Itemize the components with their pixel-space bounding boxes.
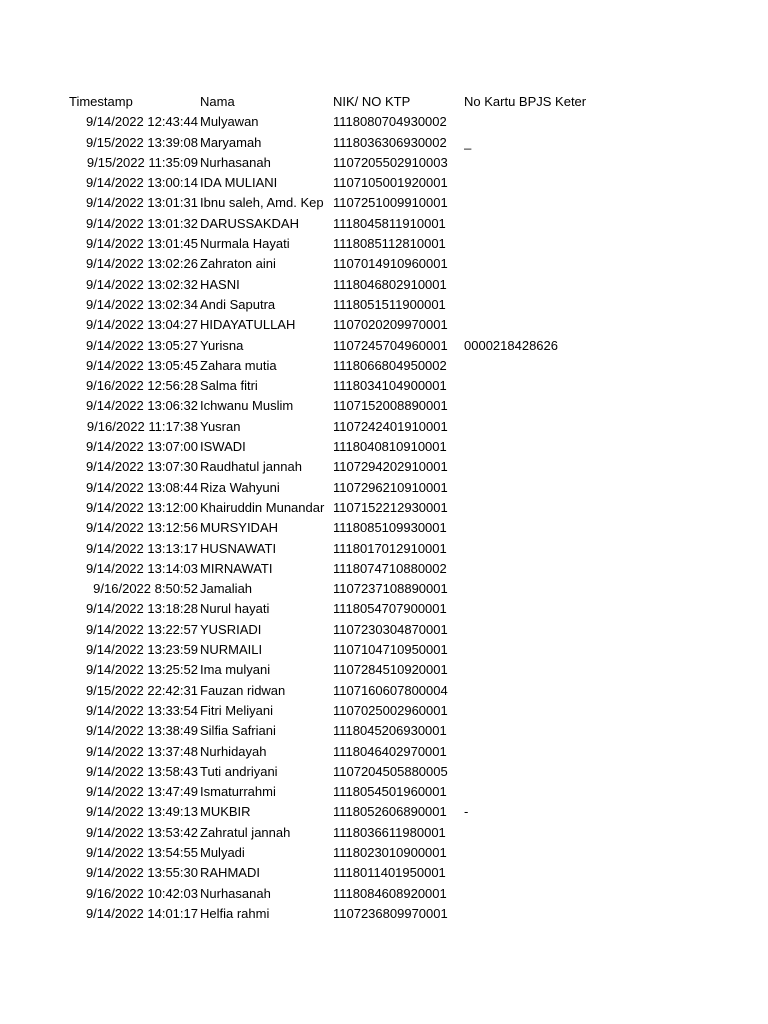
nama-cell: Zahara mutia [200,357,277,373]
table-row [0,234,768,254]
nik-cell: 1107237108890001 [333,579,448,599]
timestamp-cell: 9/14/2022 13:54:55 [85,844,198,860]
nik-cell: 1118080704930002 [333,112,447,132]
timestamp-cell: 9/14/2022 13:08:44 [85,479,198,495]
header-nik: NIK/ NO KTP [333,92,410,112]
timestamp-cell: 9/14/2022 13:33:54 [85,702,198,718]
timestamp-cell: 9/14/2022 13:25:52 [85,662,198,678]
nik-cell: 1107152212930001 [333,498,448,518]
timestamp-cell: 9/14/2022 13:23:59 [85,642,198,658]
nik-cell: 1118066804950002 [333,356,447,376]
timestamp-cell: 9/14/2022 13:12:00 [85,499,198,515]
table-row [0,478,768,498]
nama-cell: MURSYIDAH [200,520,279,536]
nik-cell: 1118046402970001 [333,742,447,762]
timestamp-cell: 9/14/2022 13:02:34 [85,296,198,312]
timestamp-cell: 9/14/2022 13:02:26 [85,256,198,272]
timestamp-cell: 9/14/2022 13:18:28 [85,601,198,617]
nama-cell: IDA MULIANI [200,175,278,191]
table-row [0,153,768,173]
table-row [0,620,768,640]
nama-cell: Fitri Meliyani [200,702,273,718]
nik-cell: 1118040810910001 [333,437,447,457]
timestamp-cell: 9/14/2022 13:01:31 [85,195,198,211]
timestamp-cell: 9/16/2022 12:56:28 [85,378,198,394]
nik-cell: 1118036306930002 [333,133,447,153]
table-row [0,539,768,559]
table-row [0,295,768,315]
timestamp-cell: 9/14/2022 13:13:17 [85,540,198,556]
nama-cell: DARUSSAKDAH [200,215,299,231]
nik-cell: 1107296210910001 [333,478,448,498]
table-row [0,498,768,518]
table-row [0,254,768,274]
table-row [0,437,768,457]
timestamp-cell: 9/14/2022 13:22:57 [85,621,198,637]
nama-cell: Helfia rahmi [200,905,270,921]
nama-cell: Raudhatul jannah [200,459,302,475]
header-nama: Nama [200,94,235,109]
timestamp-cell: 9/14/2022 13:14:03 [85,560,198,576]
nik-cell: 1118023010900001 [333,843,447,863]
table-row [0,356,768,376]
nama-cell: Zahratul jannah [200,824,291,840]
nik-cell: 1118046802910001 [333,275,447,295]
nik-cell: 1107205502910003 [333,153,448,173]
nama-cell: Tuti andriyani [200,763,278,779]
nik-cell: 1107284510920001 [333,660,448,680]
nama-cell: Riza Wahyuni [200,479,280,495]
nama-cell: Ismaturrahmi [200,784,276,800]
nama-cell: Fauzan ridwan [200,682,286,698]
nik-cell: 1118011401950001 [333,863,446,883]
bpjs-cell: 0000218428626 [464,337,558,353]
nik-cell: 1118051511900001 [333,295,446,315]
nama-cell: Nurhasanah [200,154,271,170]
nama-cell: Andi Saputra [200,296,276,312]
header-bpjs: No Kartu BPJS Keter [464,94,587,109]
nik-cell: 1107251009910001 [333,193,448,213]
table-body [0,112,768,924]
nama-cell: Nurmala Hayati [200,236,290,252]
table-row [0,214,768,234]
timestamp-cell: 9/16/2022 10:42:03 [85,885,198,901]
table-row [0,782,768,802]
nama-cell: Nurhidayah [200,743,267,759]
table-row [0,762,768,782]
nama-cell: MIRNAWATI [200,560,273,576]
timestamp-cell: 9/14/2022 13:07:00 [85,439,198,455]
timestamp-cell: 9/14/2022 13:53:42 [85,824,198,840]
nama-cell: Mulyadi [200,844,245,860]
nama-cell: Khairuddin Munandar [200,499,325,515]
table-row [0,681,768,701]
timestamp-cell: 9/14/2022 13:02:32 [85,276,198,292]
nik-cell: 1118084608920001 [333,884,447,904]
nik-cell: 1107020209970001 [333,315,448,335]
timestamp-cell: 9/14/2022 14:01:17 [85,905,198,921]
nik-cell: 1118085109930001 [333,518,447,538]
nik-cell: 1107025002960001 [333,701,448,721]
table-row [0,843,768,863]
timestamp-cell: 9/14/2022 13:47:49 [85,784,198,800]
timestamp-cell: 9/14/2022 13:00:14 [85,175,198,191]
bpjs-cell: - [464,804,469,820]
timestamp-cell: 9/14/2022 13:06:32 [85,398,198,414]
timestamp-cell: 9/14/2022 13:37:48 [85,743,198,759]
table-row [0,396,768,416]
nik-cell: 1118074710880002 [333,559,447,579]
table-row [0,802,768,822]
nama-cell: HIDAYATULLAH [200,317,296,333]
timestamp-cell: 9/16/2022 11:17:38 [86,418,198,434]
table-row [0,376,768,396]
nama-cell: Yurisna [200,337,244,353]
timestamp-cell: 9/14/2022 12:43:44 [85,114,198,130]
nik-cell: 1107204505880005 [333,762,448,782]
nama-cell: Ichwanu Muslim [200,398,294,414]
nama-cell: Zahraton aini [200,256,276,272]
table-row [0,112,768,132]
nik-cell: 1107152008890001 [333,396,448,416]
bpjs-cell: _ [464,134,472,150]
table-row [0,701,768,721]
timestamp-cell: 9/14/2022 13:55:30 [85,865,198,881]
nik-cell: 1107245704960001 [333,336,448,356]
nama-cell: NURMAILI [200,642,263,658]
timestamp-cell: 9/15/2022 11:35:09 [86,154,198,170]
nik-cell: 1118034104900001 [333,376,447,396]
table-row [0,315,768,335]
table-row [0,660,768,680]
table-row [0,193,768,213]
nik-cell: 1107236809970001 [333,904,448,924]
nik-cell: 1107160607800004 [333,681,448,701]
table-row [0,884,768,904]
nama-cell: Mulyawan [200,114,259,130]
nik-cell: 1118052606890001 [333,802,447,822]
table-row [0,863,768,883]
header-timestamp: Timestamp [69,94,133,109]
timestamp-cell: 9/14/2022 13:38:49 [85,723,198,739]
nik-cell: 1118045811910001 [333,214,446,234]
timestamp-cell: 9/14/2022 13:04:27 [85,317,198,333]
nik-cell: 1118054501960001 [333,782,447,802]
nik-cell: 1118045206930001 [333,721,447,741]
nama-cell: Yusran [200,418,241,434]
nama-cell: HASNI [200,276,240,292]
table-row [0,457,768,477]
timestamp-cell: 9/16/2022 8:50:52 [93,581,198,597]
timestamp-cell: 9/14/2022 13:05:27 [85,337,198,353]
timestamp-cell: 9/14/2022 13:05:45 [85,357,198,373]
nama-cell: YUSRIADI [200,621,262,637]
nama-cell: Jamaliah [200,581,253,597]
nama-cell: Salma fitri [200,378,258,394]
nama-cell: Maryamah [200,134,262,150]
table-row [0,640,768,660]
timestamp-cell: 9/14/2022 13:12:56 [85,520,198,536]
nik-cell: 1118054707900001 [333,599,447,619]
nik-cell: 1118017012910001 [333,539,447,559]
table-row [0,579,768,599]
spreadsheet-table [0,92,768,924]
nik-cell: 1107242401910001 [333,417,448,437]
timestamp-cell: 9/14/2022 13:07:30 [85,459,198,475]
timestamp-cell: 9/15/2022 22:42:31 [85,682,198,698]
nama-cell: MUKBIR [200,804,251,820]
nik-cell: 1107294202910001 [333,457,448,477]
nama-cell: Nurhasanah [200,885,271,901]
timestamp-cell: 9/15/2022 13:39:08 [85,134,198,150]
nik-cell: 1107014910960001 [333,254,448,274]
nama-cell: Nurul hayati [200,601,270,617]
table-row [0,133,768,153]
table-row [0,417,768,437]
nik-cell: 1107105001920001 [333,173,448,193]
timestamp-cell: 9/14/2022 13:58:43 [85,763,198,779]
header-row [0,92,768,112]
nik-cell: 1107104710950001 [333,640,448,660]
table-row [0,599,768,619]
nik-cell: 1118085112810001 [333,234,446,254]
table-row [0,721,768,741]
nik-cell: 1107230304870001 [333,620,448,640]
table-row [0,559,768,579]
nama-cell: Ima mulyani [200,662,271,678]
nama-cell: Silfia Safriani [200,723,276,739]
timestamp-cell: 9/14/2022 13:01:32 [85,215,198,231]
nama-cell: HUSNAWATI [200,540,277,556]
nama-cell: ISWADI [200,439,246,455]
table-row [0,904,768,924]
table-row [0,823,768,843]
nama-cell: Ibnu saleh, Amd. Kep [200,195,324,211]
table-row [0,336,768,356]
nama-cell: RAHMADI [200,865,260,881]
timestamp-cell: 9/14/2022 13:01:45 [85,236,198,252]
nik-cell: 1118036611980001 [333,823,446,843]
table-row [0,518,768,538]
timestamp-cell: 9/14/2022 13:49:13 [85,804,198,820]
table-row [0,173,768,193]
table-row [0,275,768,295]
table-row [0,742,768,762]
